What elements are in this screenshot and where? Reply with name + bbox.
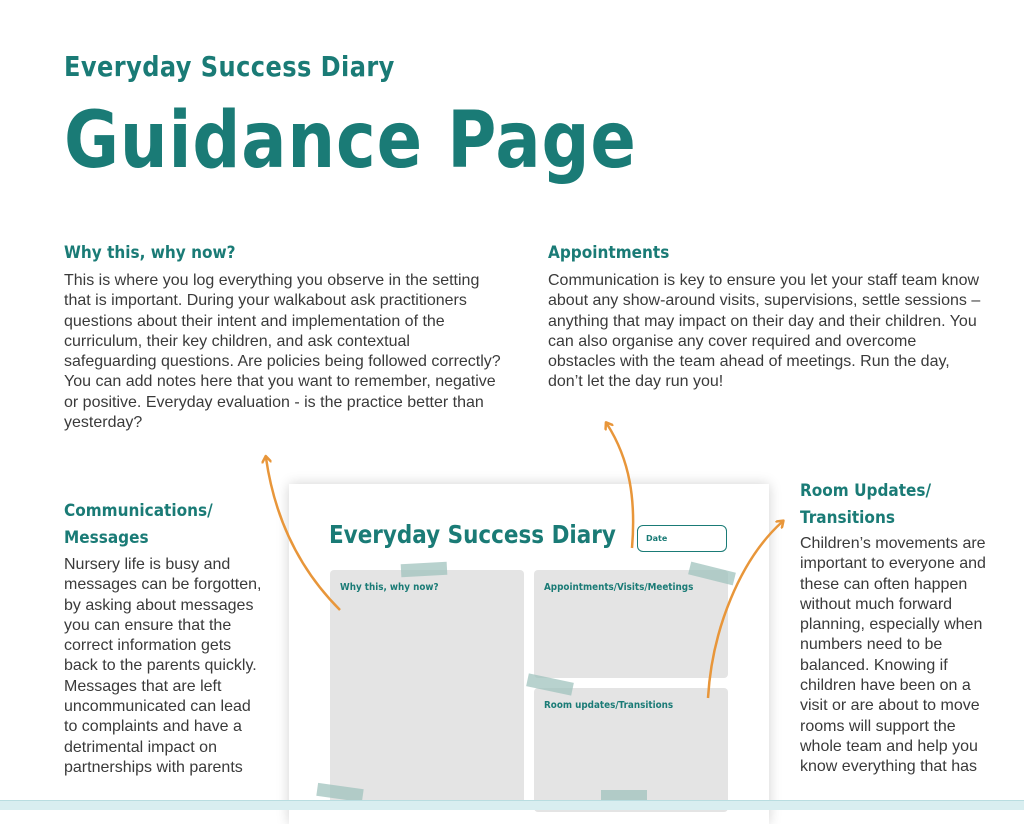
preview-box-appointments-label: Appointments/Visits/Meetings xyxy=(544,582,694,593)
date-label: Date xyxy=(646,534,668,543)
appointments-heading: Appointments xyxy=(548,243,670,263)
arrow-appointments xyxy=(607,424,633,548)
appointments-text: Communication is key to ensure you let your staff team know about any show-around visits, supervisions, settle sessions – anything that may impact on their day and their children. You can also organise any cover required and overcome obstacles with the team ahead of meetings. Run the day, don’t let the day run you! xyxy=(548,272,981,391)
arrow-room xyxy=(708,522,782,698)
preview-box-room-label: Room updates/Transitions xyxy=(544,700,674,711)
preview-box-why-label: Why this, why now? xyxy=(340,582,439,593)
why-text: This is where you log everything you observe in the setting that is important. During your walkabout ask practitioners questions about their intent and implementation of the curriculum, their key children, and ask contextual safeguarding questions. Are policies being followed correctly? You can add notes here that you want to remember, negative or positive. Everyday evaluation - is the practice better than yesterday? xyxy=(64,272,501,432)
room-updates-heading: Room Updates/ Transitions xyxy=(800,481,932,528)
arrow-why xyxy=(266,458,340,610)
room-updates-text: Children’s movements are important to everyone and these can often happen without much forward planning, especially when numbers need to be balanced. Knowing if children have been on a visit or are about to move rooms will support the whole team and help you know everything that has xyxy=(800,535,986,776)
communications-heading: Communications/ Messages xyxy=(64,501,213,548)
page-title: Guidance Page xyxy=(64,96,637,186)
why-heading: Why this, why now? xyxy=(64,243,236,263)
page-subtitle: Everyday Success Diary xyxy=(64,50,395,83)
preview-title: Everyday Success Diary xyxy=(329,520,616,549)
communications-text: Nursery life is busy and messages can be forgotten, by asking about messages you can ensure that the correct information gets back to the parents quickly. Messages that are left uncommunicated can lead to complaints and have a detrimental impact on partnerships with parents xyxy=(64,556,262,776)
